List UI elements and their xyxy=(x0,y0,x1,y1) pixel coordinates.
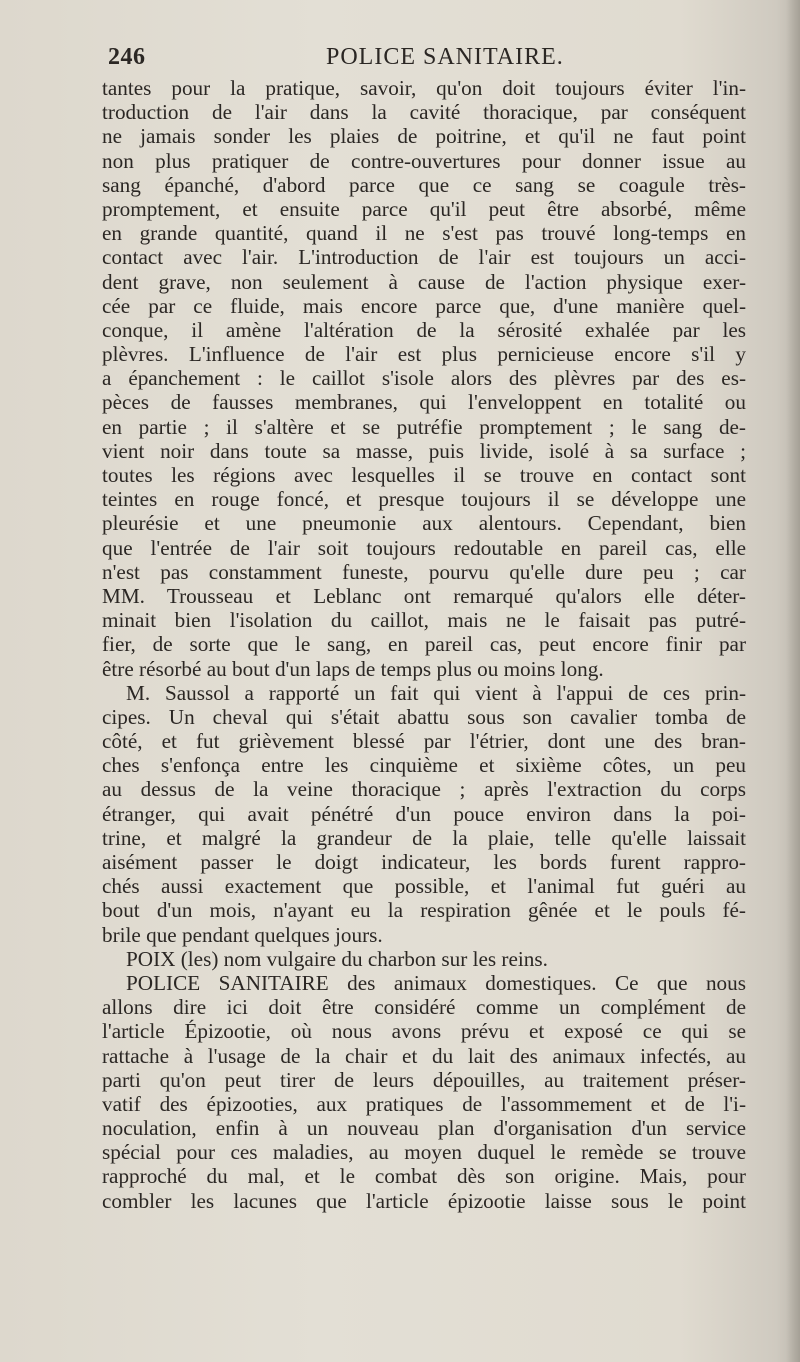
text-line: tantes pour la pratique, savoir, qu'on doit toujours éviter l'in- xyxy=(102,76,746,100)
dictionary-entry-police-sanitaire: POLICE SANITAIRE des animaux domestiques. Ce que nous xyxy=(126,970,746,995)
text-line: rattache à l'usage de la chair et du lait des animaux infectés, au xyxy=(102,1043,746,1068)
text-line: chés aussi exactement que possible, et l'animal fut guéri au xyxy=(102,874,746,899)
text-line: fier, de sorte que le sang, en pareil cas, peut encore finir par xyxy=(102,632,746,657)
text-line: toutes les régions avec lesquelles il se trouve en contact sont xyxy=(102,463,746,487)
text-line: minait bien l'isolation du caillot, mais ne le faisait pas putré- xyxy=(102,608,746,633)
text-line: cée par ce fluide, mais encore parce que, d'une manière quel- xyxy=(102,293,746,318)
text-line: ne jamais sonder les plaies de poitrine, et qu'il ne faut point xyxy=(102,124,746,149)
dictionary-entry-poix: POIX (les) nom vulgaire du charbon sur les reins. xyxy=(126,946,548,971)
text-line: aisément passer le doigt indicateur, les bords furent rappro- xyxy=(102,850,746,874)
text-line: a épanchement : le caillot s'isole alors des plèvres par des es- xyxy=(102,366,746,391)
text-line: sang épanché, d'abord parce que ce sang se coagule très- xyxy=(102,172,746,197)
text-line: vient noir dans toute sa masse, puis livide, isolé à sa surface ; xyxy=(102,438,746,463)
page-header xyxy=(108,44,748,74)
text-line: plèvres. L'influence de l'air est plus pernicieuse encore s'il y xyxy=(102,342,746,367)
text-line: spécial pour ces maladies, au moyen duquel le remède se trouve xyxy=(102,1140,746,1165)
text-line: étranger, qui avait pénétré d'un pouce environ dans la poi- xyxy=(102,801,746,826)
text-line: non plus pratiquer de contre-ouvertures pour donner issue au xyxy=(102,148,746,173)
text-line: en partie ; il s'altère et se putréfie promptement ; le sang de- xyxy=(102,414,746,439)
text-line: conque, il amène l'altération de la sérosité exhalée par les xyxy=(102,317,746,342)
text-line: rapproché du mal, et le combat dès son origine. Mais, pour xyxy=(102,1164,746,1189)
page-number: 246 xyxy=(108,44,146,70)
text-line: vatif des épizooties, aux pratiques de l'assommement et de l'i- xyxy=(102,1091,746,1116)
text-line: parti qu'on peut tirer de leurs dépouilles, au traitement préser- xyxy=(102,1067,746,1092)
text-line: au dessus de la veine thoracique ; après l'extraction du corps xyxy=(102,777,746,802)
text-line: contact avec l'air. L'introduction de l'air est toujours un acci- xyxy=(102,245,746,270)
text-line: en grande quantité, quand il ne s'est pas trouvé long-temps en xyxy=(102,221,746,246)
text-line: être résorbé au bout d'un laps de temps plus ou moins long. xyxy=(102,656,604,681)
text-line: allons dire ici doit être considéré comme un complément de xyxy=(102,995,746,1020)
text-line: M. Saussol a rapporté un fait qui vient à l'appui de ces prin- xyxy=(126,680,746,705)
text-line: promptement, et ensuite parce qu'il peut être absorbé, même xyxy=(102,196,746,221)
text-line: dent grave, non seulement à cause de l'action physique exer- xyxy=(102,269,746,294)
text-line: l'article Épizootie, où nous avons prévu et exposé ce qui se xyxy=(102,1019,746,1044)
text-line: n'est pas constamment funeste, pourvu qu'elle dure peu ; car xyxy=(102,559,746,584)
text-line: pèces de fausses membranes, qui l'enveloppent en totalité ou xyxy=(102,390,746,415)
text-line: ches s'enfonça entre les cinquième et sixième côtes, un peu xyxy=(102,753,746,778)
body-text xyxy=(102,76,746,1213)
text-line: côté, et fut grièvement blessé par l'étrier, dont une des bran- xyxy=(102,729,746,754)
text-line: trine, et malgré la grandeur de la plaie, telle qu'elle laissait xyxy=(102,825,746,850)
text-line: teintes en rouge foncé, et presque toujours il se développe une xyxy=(102,487,746,512)
text-line: cipes. Un cheval qui s'était abattu sous son cavalier tomba de xyxy=(102,704,746,729)
text-line: combler les lacunes que l'article épizootie laisse sous le point xyxy=(102,1188,746,1213)
text-line: brile que pendant quelques jours. xyxy=(102,922,383,947)
text-line: MM. Trousseau et Leblanc ont remarqué qu'alors elle déter- xyxy=(102,583,746,608)
text-line: pleurésie et une pneumonie aux alentours. Cependant, bien xyxy=(102,511,746,536)
text-line: bout d'un mois, n'ayant eu la respiration gênée et le pouls fé- xyxy=(102,898,746,923)
text-line: que l'entrée de l'air soit toujours redoutable en pareil cas, elle xyxy=(102,535,746,560)
text-line: noculation, enfin à un nouveau plan d'organisation d'un service xyxy=(102,1116,746,1141)
running-head: POLICE SANITAIRE. xyxy=(326,44,564,70)
text-line: troduction de l'air dans la cavité thoracique, par conséquent xyxy=(102,100,746,125)
